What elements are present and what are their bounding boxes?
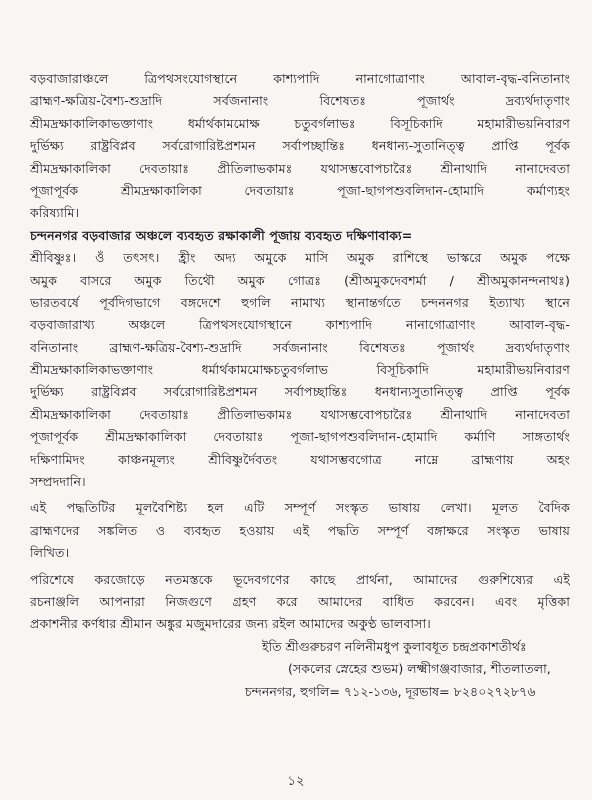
text-line: বড়বাজারাখ্য অঞ্চলে ত্রিপথসংযোগস্থানে কাশ্যপাদি নানাগোত্রাণাং আবাল-বৃদ্ধ- (30, 317, 570, 333)
text-line: অমুক বাসরে অমুক তিথৌ অমুক গোত্রঃ (শ্রীঅমুকদেবশর্মা / শ্রীঅমুকানন্দনাথঃ) (30, 272, 570, 288)
closing-paragraph (30, 569, 570, 636)
text-line: শ্রীমদ্রক্ষাকালিকাভক্তাণাং ধর্মার্থকামমোক্ষচতুবর্গলাভ বিসূচিকাদি মহামারীভয়নিবারণ (30, 362, 570, 378)
document-body (30, 68, 570, 703)
section-heading: চন্দননগর বড়বাজার অঞ্চলে ব্যবহৃত রক্ষাকালী পূজায় ব্যবহৃত দক্ষিণাবাক্য= (30, 227, 413, 243)
text-line: লিখিত। (30, 545, 70, 561)
text-line: দুর্ভিক্ষ্য রাষ্ট্রবিপ্লব সর্বরোগারিষ্টপ্রশমন সর্বাপচ্ছান্তিঃ ধনধান্যসুতানিত্ত্ব প্রাপ্তি পূর্বক (30, 384, 570, 400)
signature-address: (সকলের স্নেহের শুভম) লক্ষ্মীগঞ্জবাজার, শীতলাতলা, (288, 661, 551, 677)
text-line: ভারতবর্ষে পূর্বদিগভাগে বঙ্গদেশে হুগলি নামাখ্য স্থানান্তর্গতে চন্দননগর ইত্যাখ্য স্থানে (30, 294, 570, 310)
method-note-paragraph (30, 497, 570, 564)
text-line: দক্ষিণামিদং কাঞ্চনমূল্যং শ্রীবিষ্ণুর্দৈবতং যথাসম্ভবগোত্র নাম্নে ব্রাহ্মণায় অহং (30, 451, 570, 467)
text-line: ব্রাহ্মণ-ক্ষত্রিয়-বৈশ্য-শুদ্রাদি সর্বজনানাং বিশেষতঃ পূজার্থং দ্রব্যর্থদাতৃণাং (30, 93, 570, 109)
text-line: ব্রাহ্মণদের সঙ্কলিত ও ব্যবহৃত হওয়ায় এই পদ্ধতি সম্পূর্ণ বঙ্গাক্ষরে সংস্কৃত ভাষায় (30, 522, 570, 538)
signature-name: ইতি শ্রীগুরুচরণ নলিনীমধুপ কুলাবধূত চন্দ্রপ্রকাশতীর্থঃ (262, 638, 527, 654)
text-line: দুর্ভিক্ষ্য রাষ্ট্রবিপ্লব সর্বরোগারিষ্টপ্রশমন সর্বাপচ্ছান্তিঃ ধনধান্য-সুতানিত্ত্ব প্রাপ্তি পূর্বক (30, 138, 570, 154)
text-line: শ্রীমদ্রক্ষাকালিকাভক্তাণাং ধর্মার্থকামমোক্ষ চতুবর্গলাভঃ বিসূচিকাদি মহামারীভয়নিবারণ (30, 115, 570, 131)
text-line: রচনাঞ্জলি আপনারা নিজগুণে গ্রহণ করে আমাদের বাধিত করবেন। এবং মৃত্তিকা (30, 593, 570, 609)
signature-contact: চন্দননগর, হুগলি= ৭১২-১৩৬, দূরভাষ= ৮২৪০২৭২৮৭৬ (245, 683, 536, 699)
text-line: করিষ্যামি। (30, 205, 80, 221)
text-line: শ্রীবিষ্ণুঃ। ওঁ তৎসৎ। হ্রীং অদ্য অমুকে মাসি অমুক রাশিস্থে ভাস্করে অমুক পক্ষে (30, 250, 570, 266)
text-line: এই পদ্ধতিটির মূলবৈশিষ্ট্য হল এটি সম্পূর্ণ সংস্কৃত ভাষায় লেখা। মূলত বৈদিক (30, 500, 570, 516)
text-line: বড়বাজারাঞ্চলে ত্রিপথসংযোগস্থানে কাশ্যপাদি নানাগোত্রাণাং আবাল-বৃদ্ধ-বনিতানাং (30, 71, 570, 86)
text-line: পরিশেষে করজোড়ে নতমস্তকে ভূদেবগণের কাছে প্রার্থনা, আমাদের গুরুশিষ্যের এই (30, 571, 570, 587)
text-line: শ্রীমদ্রক্ষাকালিকা দেবতায়াঃ প্রীতিলাভকামঃ যথাসম্ভবোপচারৈঃ শ্রীনাথাদি নানাদেবতা (30, 406, 570, 422)
sankalpa-paragraph (30, 68, 570, 225)
text-line: বনিতানাং ব্রাহ্মণ-ক্ষত্রিয়-বৈশ্য-শুদ্রাদি সর্বজনানাং বিশেষতঃ পূজার্থং দ্রব্যর্থদাতৃণাং (30, 339, 570, 355)
text-line: সম্প্রদদানি। (30, 474, 86, 490)
text-line: পূজাপূর্বক শ্রীমদ্রক্ষাকালিকা দেবতায়াঃ পূজা-ছাগপশুবলিদান-হোমাদি কর্মাণি সাঙ্গতার্থং (30, 429, 570, 445)
page-number: ১২ (287, 774, 305, 789)
signature-block (30, 636, 570, 703)
text-line: শ্রীমদ্রক্ষাকালিকা দেবতায়াঃ প্রীতিলাভকামঃ যথাসম্ভবোপচারৈঃ শ্রীনাথাদি নানাদেবতা (30, 160, 570, 176)
dakshina-vakya-paragraph (30, 247, 570, 493)
text-line: পূজাপূর্বক শ্রীমদ্রক্ষাকালিকা দেবতায়াঃ পূজা-ছাগপশুবলিদান-হোমাদি কর্মাণ্যহং (30, 182, 570, 198)
text-line: প্রকাশনীর কর্ণধার শ্রীমান অঙ্কুর মজুমদারের জন্য রইল আমাদের অকুণ্ঠ ভালবাসা। (30, 616, 431, 632)
